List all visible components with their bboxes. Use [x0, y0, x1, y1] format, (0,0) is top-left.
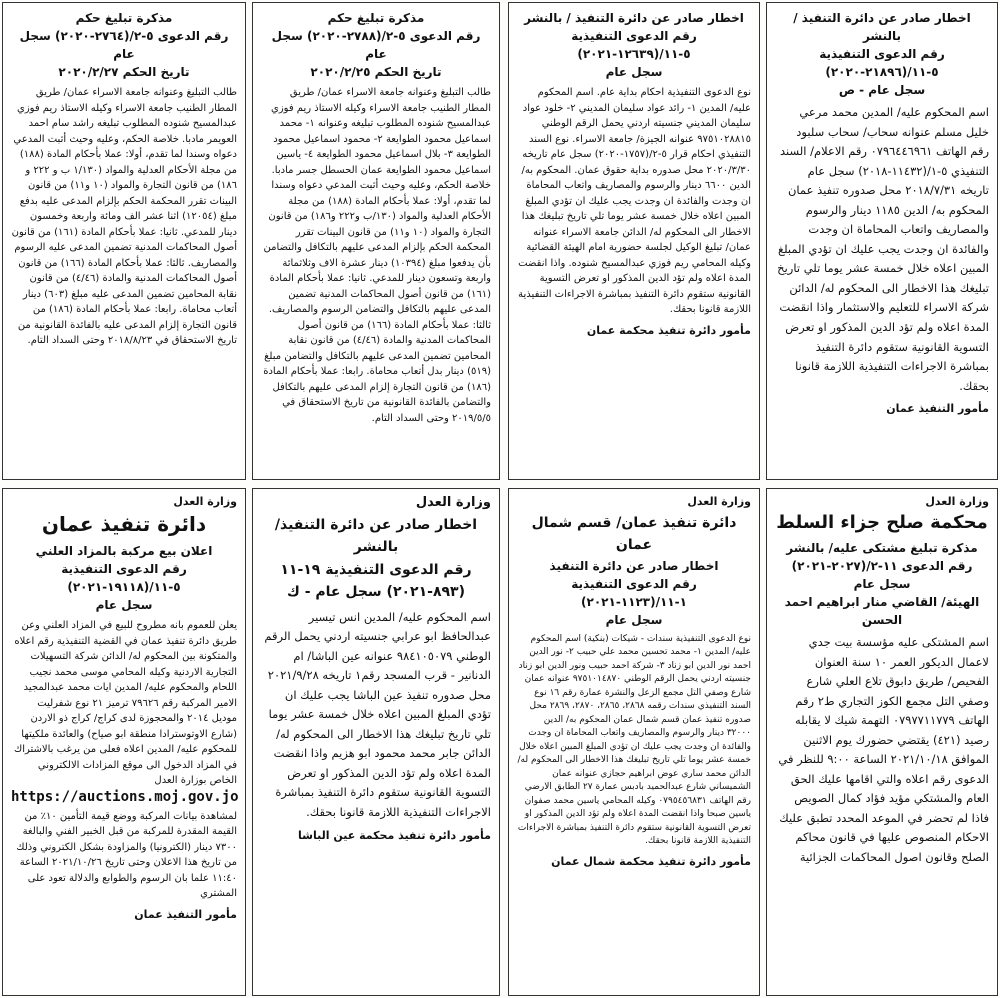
- notice-top-1: [2, 2, 246, 480]
- notice-title: دائرة تنفيذ عمان/ قسم شمال عمان: [531, 515, 737, 554]
- notice-top-4: [766, 2, 998, 480]
- notice-header-line: رقم الدعوى التنفيذية ٥-١١/(٢١٨٩٦-٢٠٢٠): [819, 47, 945, 79]
- notice-signature: مأمور دائرة تنفيذ محكمة عين الباشا: [298, 828, 491, 842]
- auction-website-link[interactable]: https://auctions.moj.gov.jo: [11, 788, 239, 805]
- notice-bottom-2: [252, 488, 500, 996]
- notice-header-line: تاريخ الحكم ٢٠٢٠/٢/٢٥: [310, 65, 442, 79]
- notice-body: طالب التبليغ وعنوانه جامعة الاسراء عمان/ طريق المطار الطنيب جامعة الاسراء وكيله الاستاذ ريم فوزي عبدالمسيح شنوده المطلوب تبليغه راشد سام احمد العويمر مادبا. خلاصة الحكم، وعليه وحيث أثبت المدعي دعواه وسندا لما تقدم، أولا: عملا بأحكام المادة (١٨٨) من مجلة الأحكام العدلية والمواد (١/١٣٠ ب و ٢٢٢ و ١٨٦) من قانون التجارة والمواد (١٠ و١١) من قانون البينات تقرر المحكمة الحكم بإلزام المدعى عليه بدفع مبلغ (١٢٠٥٤) اثنا عشر الف ومائة واربعة وخمسون دينار للمدعي. ثانيا: عملا بأحكام المادة (١٦١) من قانون أصول المحاكمات المدنية تضمين المدعى عليه الرسوم والمصاريف. ثالثا: عملا بأحكام المادة (١٦٦) من قانون أصول المحاكمات المدنية والمادة (٤/٤٦) من قانون نقابة المحامين تضمين المدعى عليه مبلغ (٦٠٣) دينار أتعاب محاماة. رابعا: عملا بأحكام المادة (١٨٦) من قانون التجارة إلزام المدعى عليه بالفائدة القانونية من تاريخ الاستحقاق في ٢٠١٨/٨/٢٣ وحتى السداد التام.: [11, 87, 237, 346]
- notice-header-line: رقم الدعوى التنفيذية ٥-١١/(١٩١١٨-٢٠٢١): [61, 562, 187, 594]
- notice-header-line: سجل عام: [605, 612, 663, 627]
- notice-title: دائرة تنفيذ عمان: [41, 512, 207, 536]
- notice-header-line: رقم الدعوى ٥-٢/(٢٧٦٤-٢٠٢٠) سجل عام: [19, 29, 229, 61]
- notice-header-line: رقم الدعوى ١١-٢/(٢٠٢٧-٢٠٢١) سجل عام: [791, 559, 973, 591]
- notice-signature: مأمور التنفيذ عمان: [134, 907, 237, 921]
- notice-header-line: رقم الدعوى التنفيذية ١٩-١١: [280, 561, 472, 578]
- notice-bottom-4: [766, 488, 998, 996]
- notice-top-2: [252, 2, 500, 480]
- notice-header-line: (٨٩٣-٢٠٢١) سجل عام - ك: [286, 584, 466, 601]
- notice-header-line: سجل عام - ص: [838, 83, 926, 97]
- notice-body: طالب التبليغ وعنوانه جامعة الاسراء عمان/ طريق المطار الطنيب جامعة الاسراء وكيله الاستاذ ريم فوزي عبدالمسيح شنوده المطلوب تبليغه وعنوانه ١- محمد اسماعيل محمود الطوايعة ٢- محمود اسماعيل محمود الطوايعة ٣- بلال اسماعيل محمود الطوايعة ٤- ياسين اسماعيل محمود الطوايعة عمان الحسطل جسر مادبا. خلاصة الحكم، وعليه وحيث أثبت المدعي دعواه وسندا لما تقدم، أولا: عملا بأحكام المادة (١٨٨) من مجلة الأحكام العدلية والمواد (١٣٠/ب و٢٢٢ و١٨٦) من قانون التجارة والمواد (١٠ و١١) من قانون البينات تقرر المحكمة الحكم بإلزام المدعى عليهم بالتكافل والتضامن بأن يدفعوا مبلغ (١٠٣٩٤) دينار عشرة الاف وثلاثمائة واربعة وتسعون دينار للمدعي. ثانيا: عملا بأحكام المادة (١٦١) من قانون أصول المحاكمات المدنية تضمين المدعى عليهم بالتكافل والتضامن الرسوم والمصاريف. ثالثا: عملا بأحكام المادة (١٦٦) من قانون أصول المحاكمات المدنية والمادة (٤/٤٦) من قانون نقابة المحامين تضمين المدعى عليهم بالتكافل والتضامن مبلغ (٥١٩) دينار بدل أتعاب محاماة. رابعا: عملا بأحكام المادة (١٨٦) من قانون التجارة إلزام المدعى عليهم بالتكافل والتضامن بالفائدة القانونية من تاريخ الاستحقاق في ٢٠١٩/٥/٥ وحتى السداد التام.: [263, 87, 491, 424]
- ministry-label: وزارة العدل: [173, 495, 237, 508]
- notice-header-line: مذكرة تبليغ حكم: [75, 11, 173, 25]
- notice-bottom-1: [2, 488, 246, 996]
- notice-signature: مأمور دائرة تنفيذ محكمة شمال عمان: [551, 854, 751, 868]
- notice-signature: مأمور دائرة تنفيذ محكمة عمان: [586, 323, 751, 337]
- ministry-label: وزارة العدل: [925, 495, 989, 508]
- notice-header-line: رقم الدعوى التنفيذية ٥-١١/(١٢٦٣٩-٢٠٢١): [571, 29, 697, 61]
- notice-body: اسم المحكوم عليه/ المدين انس تيسير عبدالحافظ ابو عرابي جنسيته اردني يحمل الرقم الوطني ٩٨٤١٠٥٠٧٩ عنوانه عين الباشا/ ام الدنانير - قرب المسجد رقم١ تاريخه ٢٠٢١/٩/٢٨ محل صدوره تنفيذ عين الباشا يجب عليك ان تؤدي المبلغ المبين اعلاه خلال خمسة عشر يوما تلي تاريخ تبليغك هذا الاخطار الى المحكوم له/ الدائن جابر محمد محمود ابو هزيم واذا انقضت المدة اعلاه ولم تؤد الدين المذكور او تعرض التسوية القانونية ستقوم دائرة التنفيذ بمباشرة الاجراءات التنفيذية اللازمة قانونا بحقك.: [264, 609, 491, 820]
- notice-header-line: تاريخ الحكم ٢٠٢٠/٢/٢٧: [58, 65, 190, 79]
- notice-header-line: سجل عام: [95, 598, 153, 612]
- notice-bottom-3: [508, 488, 760, 996]
- notice-body-continued: لمشاهدة بيانات المركبة ووضع قيمة التأمين ١٠٪ من القيمة المقدرة للمركبة من قبل الخبير الفني والبالغة ٧٣٠٠ دينار (الكترونيا) والمزاودة بشكل الكتروني وذلك من تاريخ هذا الاعلان وحتى تاريخ ٢٠٢١/١٠/٢٦ الساعة ١١:٤٠ علما بان الرسوم والطوابع والدلالة تعود على المشتري: [16, 810, 237, 899]
- ministry-label: وزارة العدل: [415, 495, 491, 510]
- notice-header-line: سجل عام: [605, 65, 663, 79]
- notice-header-line: اخطار صادر عن دائرة التنفيذ / بالنشر: [524, 11, 744, 25]
- notice-header-line: اعلان بيع مركبة بالمزاد العلني: [35, 544, 213, 558]
- notice-header-line: اخطار صادر عن دائرة التنفيذ / بالنشر: [793, 11, 971, 43]
- notice-body: اسم المحكوم عليه/ المدين محمد مرعي خليل مسلم عنوانه سحاب/ سحاب سلبود رقم الهاتف ٠٧٩٦٤٤٦٩٦١ رقم الاعلام/ السند التنفيذي ٥-١/(١١٤٣٢-٢٠١٨) سجل عام تاريخه ٢٠١٨/٧/٣١ محل صدوره تنفيذ عمان المحكوم به/ الدين ١١٨٥ دينار والرسوم والمصاريف واتعاب المحاماة ان وجدت والفائدة ان وجدت يجب عليك ان تؤدي المبلغ المبين اعلاه خلال خمسة عشر يوما تلي تاريخ تبليغك هذا الاخطار الى المحكوم له/ الدائن شركة الاسراء للتعليم والاستثمار واذا انقضت المدة اعلاه ولم تؤد الدين المذكور او تعرض التسوية القانونية ستقوم دائرة التنفيذ بمباشرة الاجراءات التنفيذية اللازمة قانونا بحقك.: [777, 105, 989, 393]
- notice-header-line: اخطار صادر عن دائرة التنفيذ: [549, 558, 719, 573]
- notice-signature: مأمور التنفيذ عمان: [886, 402, 989, 416]
- notice-header-line: مذكرة تبليغ مشتكى عليه/ بالنشر: [786, 541, 978, 555]
- notice-header-line: اخطار صادر عن دائرة التنفيذ/ بالنشر: [274, 517, 478, 556]
- ministry-label: وزارة العدل: [687, 495, 751, 508]
- notice-body: يعلن للعموم بانه مطروح للبيع في المزاد العلني وعن طريق دائرة تنفيذ عمان في القضية التنفيذية رقم اعلاه والمتكونة بين المحكوم له/ الدائن شركة التسهيلات التجارية الاردنية وكيله المحامي موسى محمد نجيب اللحام والمحكوم عليه/ المدين ايات محمد عبدالمجيد الامير المركبة رقم ٧٩٦٢٦ ترميز ٢١ نوع شفرليت موديل ٢٠١٤ والمحجوزة لدى كراج/ كراج ذو الاردن (شارع الاوتوسترادا منطقة ابو صياح) والعائدة ملكيتها للمحكوم عليه/ المدين اعلاه فعلى من يرغب بالاشتراك في المزاد الدخول الى موقع المزادات الالكتروني الخاص بوزارة العدل: [14, 620, 237, 786]
- notice-header-line: الهيئة/ القاضي منار ابراهيم احمد الحسن: [784, 595, 980, 627]
- notice-body: نوع الدعوى التنفيذية سندات - شيكات (بنكية) اسم المحكوم عليه/ المدين ١- محمد تحسين محمد علي حبيب ٢- نور الدين احمد نور الدين ابو زناد ٣- شركة احمد حبيب ونور الدين ابو زناد جنسيته اردني يحمل الرقم الوطني ٩٧٥١٠١٤٨٧٠ عنوانه عمان شارع وصفي التل مجمع الزعل والنشرة عمارة رقم ١٦ نوع السند التنفيذي سندات رقمه ٢٨٦٨، ٢٨٦٥، ٢٨٧٠، ٢٨٦٩ محل صدوره تنفيذ عمان قسم شمال عمان المحكوم به/ الدين ٣٢٠٠٠ دينار والرسوم والمصاريف واتعاب المحاماة ان وجدت والفائدة ان وجدت يجب عليك ان تؤدي المبلغ المبين اعلاه خلال خمسة عشر يوما تلي تاريخ تبليغك هذا الاخطار الى المحكوم له/ الدائن محمد ساري عوض ابراهيم حجازي عنوانه عمان الشميساني شارع عبدالحميد بادبس عمارة ٢٧ الطابق الارضي رقم الهاتف ٠٧٩٥٤٥٦٨٣١ وكيله المحامي ياسين محمد صفوان ياسين صبحا واذا انقضت المدة اعلاه ولم تؤد الدين المذكور او تعرض التسوية القانونية ستقوم دائرة التنفيذ بمباشرة الاجراءات التنفيذية اللازمة قانونا بحقك.: [517, 633, 751, 847]
- notice-header-line: رقم الدعوى التنفيذية ١-١١/(١١٢٣-٢٠٢١): [571, 576, 697, 609]
- notice-body: اسم المشتكى عليه مؤسسة بيت جدي لاعمال الديكور العمر ١٠ سنة العنوان الفحيص/ طريق دابوق تلاع العلي شارع وصفي التل مجمع الكوز التجاري ط٢ رقم الهاتف ٠٧٩٧٧١١٧٧٩ التهمة شيك لا يقابله رصيد (٤٢١) يقتضي حضورك يوم الاثنين الموافق ٢٠٢١/١٠/١٨ الساعة ٩:٠٠ للنظر في الدعوى رقم اعلاه والتي اقامها عليك الحق العام والمشتكي مؤيد فؤاد كمال الصويص فاذا لم تحضر في الموعد المحدد تطبق عليك الاحكام المنصوص عليها في قانون محاكم الصلح وقانون اصول المحاكمات الجزائية: [778, 635, 989, 865]
- notice-body: نوع الدعوى التنفيذية احكام بداية عام. اسم المحكوم عليه/ المدين ١- رائد عواد سليمان المديني ٢- خلود عواد سليمان المديني جنسيته اردني يحمل الرقم الوطني ٩٧٥١٠٢٨٨١٥ عنوانه الجيزة/ جامعة الاسراء. نوع السند التنفيذي احكام قرار ٥-٢/(١٧٥٧-٢٠٢٠) سجل عام تاريخه ٢٠٢٠/٣/٣٠ محل صدوره بداية حقوق عمان. المحكوم به/ الدين ٦٦٠٠ دينار والرسوم والمصاريف واتعاب المحاماة ان وجدت والفائدة ان وجدت يجب عليك ان تؤدي المبلغ المبين اعلاه خلال خمسة عشر يوما تلي تاريخ تبليغك هذا الاخطار الى المحكوم له/ الدائن جامعة الاسراء عنوانه عمان/ تبليغ الوكيل لجلسة حضورية امام الهيئة القضائية وكيله المحامي ريم فوزي عبدالمسيح شنوده. واذا انقضت المدة اعلاه ولم تؤد الدين المذكور او تعرض التسوية القانونية ستقوم دائرة التنفيذ بمباشرة الاجراءات التنفيذية اللازمة قانونا بحقك.: [518, 87, 751, 315]
- notice-header-line: رقم الدعوى ٥-٢/(٢٧٨٨-٢٠٢٠) سجل عام: [271, 29, 481, 61]
- notice-top-3: [508, 2, 760, 480]
- notice-header-line: مذكرة تبليغ حكم: [327, 11, 425, 25]
- notice-title: محكمة صلح جزاء السلط: [776, 512, 988, 533]
